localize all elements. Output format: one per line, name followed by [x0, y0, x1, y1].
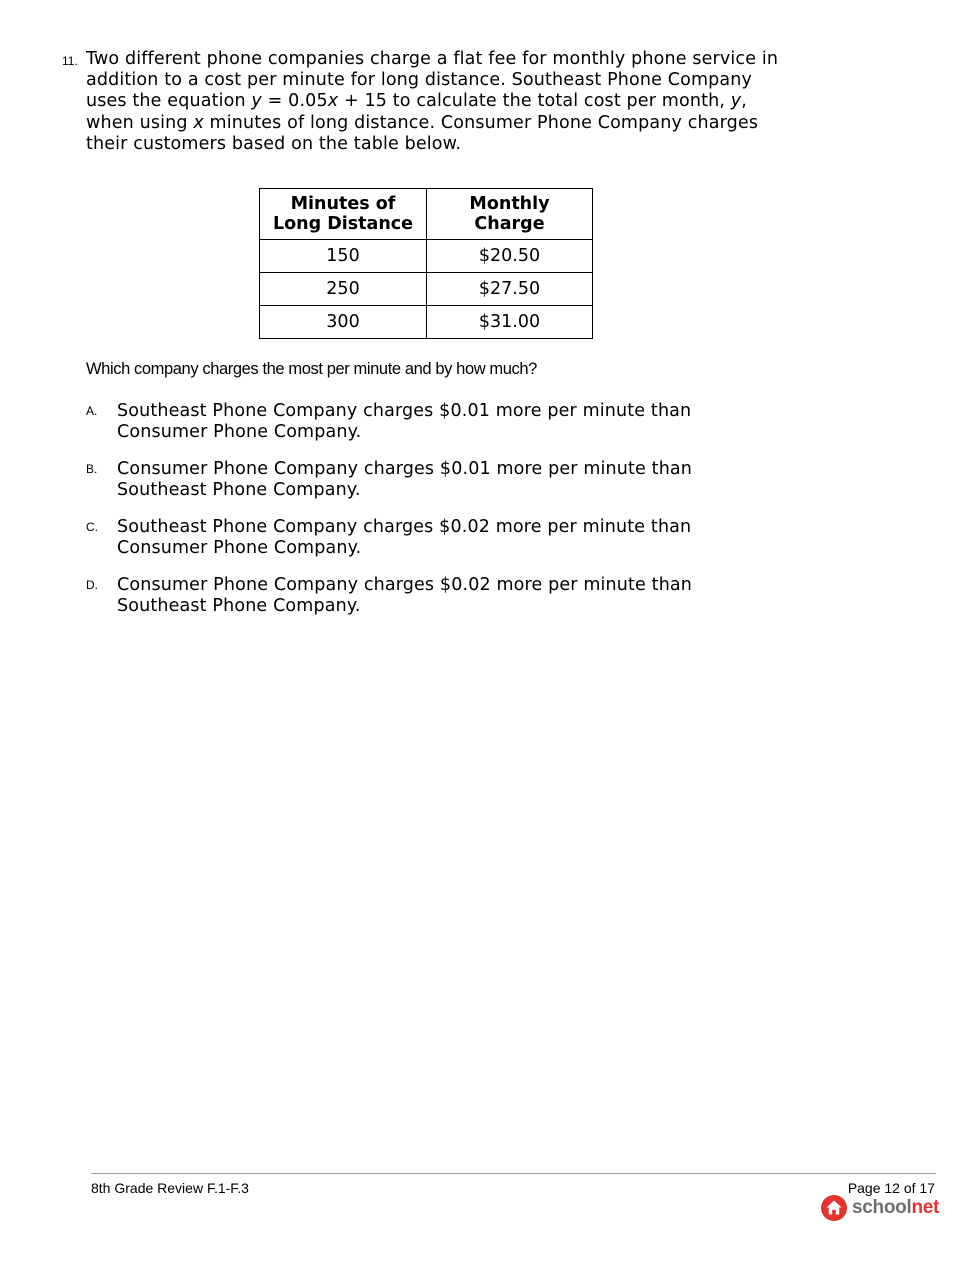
stem-var-y2: y — [730, 91, 742, 112]
choice-letter: B. — [86, 462, 98, 476]
stem-text-1: Two different phone companies charge a flat fee for monthly phone service in addition to a cost per minute for long distance. Southeast Phone Company uses the equation — [86, 49, 779, 112]
stem-var-y: y — [251, 91, 262, 112]
logo-wordmark — [852, 1197, 939, 1219]
stem-text-2: = 0.05 — [261, 91, 328, 112]
question-stem — [86, 49, 786, 155]
logo-word-school: school — [852, 1197, 912, 1218]
table-cell-charge: $31.00 — [427, 306, 593, 339]
table-cell-minutes: 300 — [260, 306, 427, 339]
schoolnet-logo — [820, 1194, 939, 1222]
stem-text-5: minutes of long distance. Consumer Phone Company charges their customers based on the table below. — [86, 112, 759, 154]
footer-divider — [91, 1173, 936, 1174]
table-row — [260, 273, 593, 306]
choice-text: Consumer Phone Company charges $0.02 more per minute than Southeast Phone Company. — [117, 575, 693, 617]
table-cell-minutes: 150 — [260, 240, 427, 273]
choice-text: Consumer Phone Company charges $0.01 more per minute than Southeast Phone Company. — [117, 459, 693, 501]
table-cell-minutes: 250 — [260, 273, 427, 306]
choice-letter: C. — [86, 520, 98, 534]
house-icon — [820, 1194, 848, 1222]
choice-text: Southeast Phone Company charges $0.02 more per minute than Consumer Phone Company. — [117, 517, 692, 559]
stem-text-4: , when using — [86, 91, 747, 133]
choice-text: Southeast Phone Company charges $0.01 more per minute than Consumer Phone Company. — [117, 401, 692, 443]
logo-word-net: net — [911, 1197, 940, 1218]
stem-text-3: + 15 to calculate the total cost per month, — [338, 91, 731, 112]
header-monthly-charge: Monthly Charge — [427, 189, 593, 240]
stem-var-x: x — [327, 91, 339, 112]
stem-var-x2: x — [193, 112, 204, 133]
footer-title: 8th Grade Review F.1-F.3 — [91, 1180, 249, 1196]
question-number: 11. — [62, 54, 78, 68]
page-number: Page 12 of 17 — [847, 1180, 935, 1196]
table-row — [260, 306, 593, 339]
table-cell-charge: $27.50 — [427, 273, 593, 306]
header-minutes: Minutes of Long Distance — [260, 189, 427, 240]
table-header-row — [260, 189, 593, 240]
question-prompt: Which company charges the most per minute and by how much? — [86, 360, 537, 378]
choice-letter: A. — [86, 404, 98, 418]
table-row — [260, 240, 593, 273]
table-cell-charge: $20.50 — [427, 240, 593, 273]
choice-letter: D. — [86, 578, 98, 592]
charge-table — [259, 188, 593, 339]
